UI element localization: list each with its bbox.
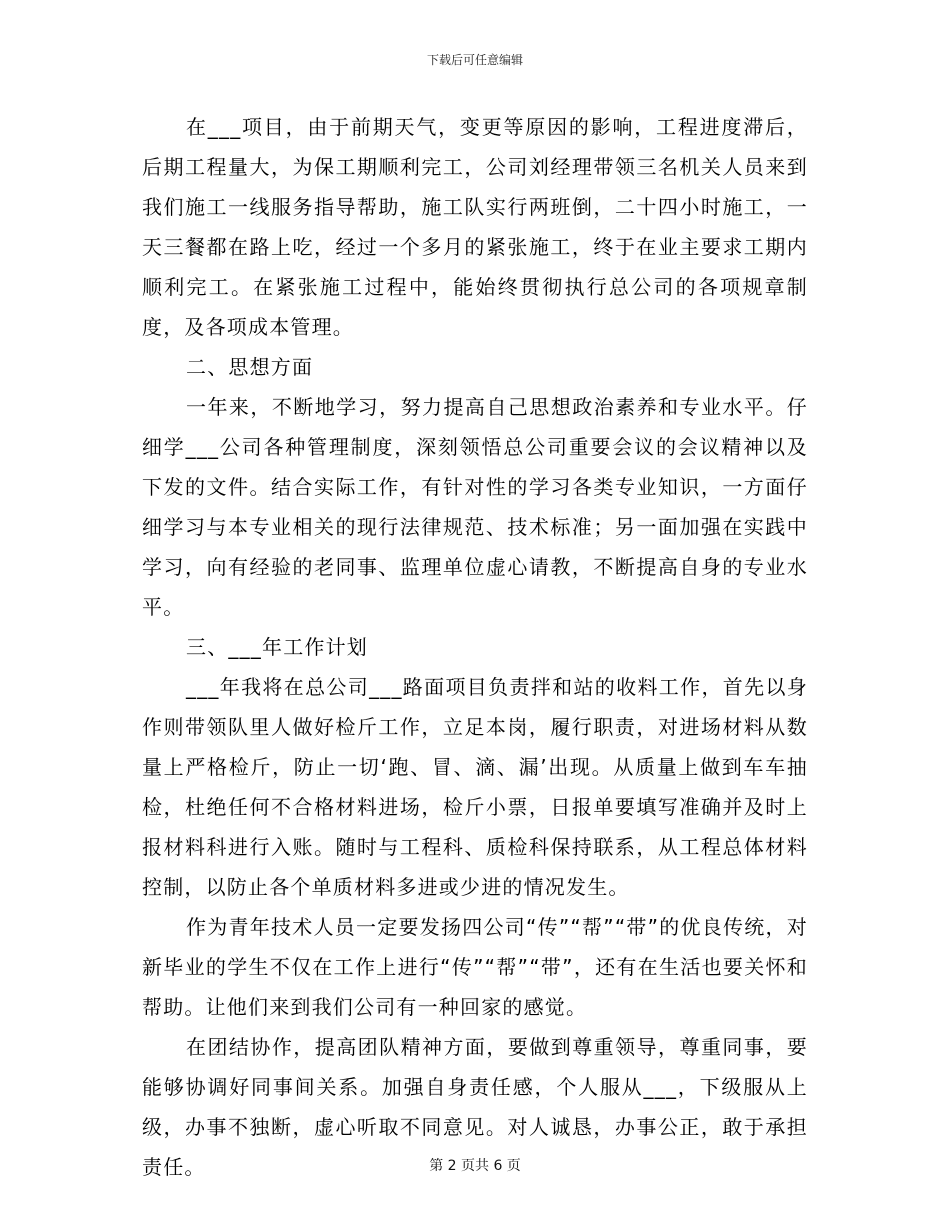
page-number: 第 2 页共 6 页 xyxy=(429,1158,521,1174)
paragraph-material-receiving: ___年我将在总公司___路面项目负责拌和站的收料工作，首先以身作则带领队里人做好检斤工作，立足本岗，履行职责，对进场材料从数量上严格检斤，防止一切‘跑、冒、滴、漏’出现。从质量上做到车车抽检，杜绝任何不合格材料进场，检斤小票，日报单要填写准确并及时上报材料科进行入账。随时与工程科、质检科保持联系，从工程总体材料控制，以防止各个单质材料多进或少进的情况发生。 xyxy=(142,675,808,899)
paragraph-mentoring: 作为青年技术人员一定要发扬四公司“传”“帮”“带”的优良传统，对新毕业的学生不仅在工作上进行“传”“帮”“带”，还有在生活也要关怀和帮助。让他们来到我们公司有一种回家的感觉。 xyxy=(142,915,808,1019)
page-header: 下载后可任意编辑 xyxy=(426,53,523,67)
document-body xyxy=(142,107,808,1187)
paragraph-teamwork: 在团结协作，提高团队精神方面，要做到尊重领导，尊重同事，要能够协调好同事间关系。加强自身责任感，个人服从___，下级服从上级，办事不独断，虚心听取不同意见。对人诚恳，办事公正，敢于承担责任。 xyxy=(142,1035,808,1179)
section-heading-work-plan: 三、___年工作计划 xyxy=(186,635,368,659)
section-heading-thinking: 二、思想方面 xyxy=(186,355,314,379)
paragraph-study: 一年来，不断地学习，努力提高自己思想政治素养和专业水平。仔细学___公司各种管理制度，深刻领悟总公司重要会议的会议精神以及下发的文件。结合实际工作，有针对性的学习各类专业知识，一方面仔细学习与本专业相关的现行法律规范、技术标准；另一面加强在实践中学习，向有经验的老同事、监理单位虚心请教，不断提高自身的专业水平。 xyxy=(142,395,808,619)
paragraph-project-completion: 在___项目，由于前期天气，变更等原因的影响，工程进度滞后，后期工程量大，为保工期顺利完工，公司刘经理带领三名机关人员来到我们施工一线服务指导帮助，施工队实行两班倒，二十四小时施工，一天三餐都在路上吃，经过一个多月的紧张施工，终于在业主要求工期内顺利完工。在紧张施工过程中，能始终贯彻执行总公司的各项规章制度，及各项成本管理。 xyxy=(142,115,808,339)
